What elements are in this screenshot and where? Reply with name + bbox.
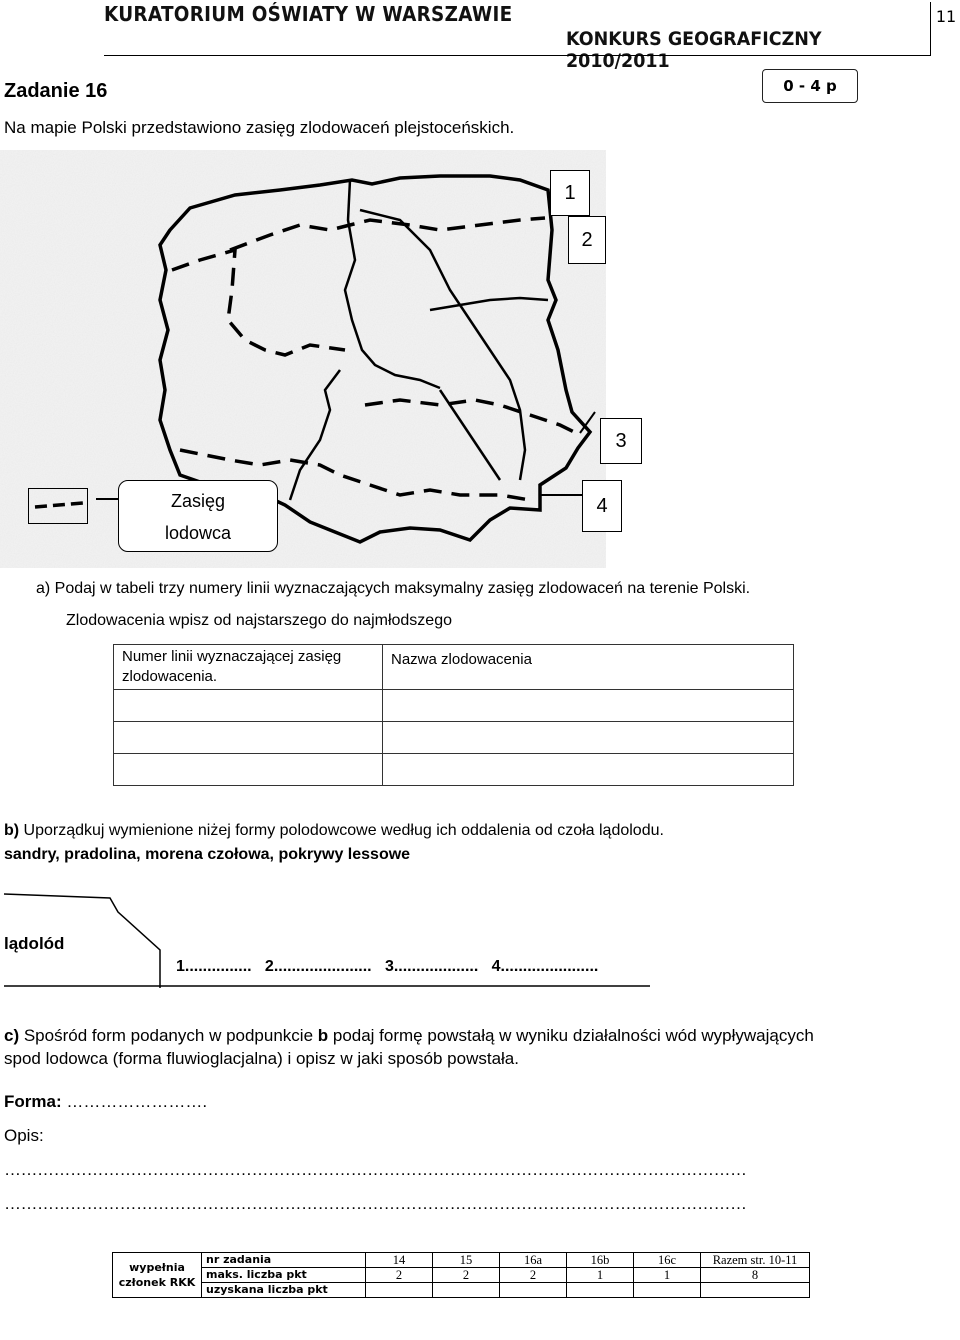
part-c-label: c): [4, 1026, 20, 1045]
task-title: Zadanie 16: [4, 80, 108, 102]
answer-cell[interactable]: [114, 690, 383, 722]
part-a-instruction-2: Zlodowacenia wpisz od najstarszego do najmłodszego: [66, 612, 452, 629]
part-c-text-2: podaj formę powstałą w wyniku działalności wód wypływających spod lodowca (forma fluwioglacjalna) i opisz w jaki sposób powstała.: [4, 1026, 814, 1068]
legend-text-1: Zasięg: [170, 491, 226, 511]
scored-cell[interactable]: [433, 1283, 500, 1298]
task-number: 15: [433, 1253, 500, 1268]
task-number: 16c: [634, 1253, 701, 1268]
col-header-line-number: Numer linii wyznaczającej zasięg zlodowacenia.: [114, 645, 383, 690]
opis-label: Opis:: [4, 1126, 44, 1145]
map-label-1: 1: [550, 170, 590, 216]
opis-answer-line[interactable]: ………………………………………………………………………………………………………………………: [4, 1194, 747, 1213]
answer-cell[interactable]: [383, 754, 794, 786]
ice-sheet-diagram: [0, 890, 960, 1000]
forma-dots[interactable]: …………………….: [61, 1092, 208, 1111]
max-points-total: 8: [701, 1268, 810, 1283]
part-c-ref: b: [317, 1026, 329, 1045]
task-number: 16b: [567, 1253, 634, 1268]
scored-cell[interactable]: [567, 1283, 634, 1298]
contest-name: KONKURS GEOGRAFICZNY 2010/2011: [566, 28, 822, 72]
legend-text-2: lodowca: [164, 523, 232, 543]
max-points: 2: [433, 1268, 500, 1283]
row-label-task: nr zadania: [202, 1253, 366, 1268]
answer-cell[interactable]: [383, 722, 794, 754]
task-number: 16a: [500, 1253, 567, 1268]
answer-table-a: [113, 644, 794, 786]
map-label-4: 4: [582, 480, 622, 532]
forma-field[interactable]: [4, 1092, 207, 1112]
task-intro: Na mapie Polski przedstawiono zasięg zlodowaceń plejstoceńskich.: [4, 118, 515, 137]
institution-name: KURATORIUM OŚWIATY W WARSZAWIE: [104, 2, 513, 26]
answer-cell[interactable]: [114, 754, 383, 786]
header-divider: [104, 55, 930, 56]
page-number: 11: [930, 2, 960, 56]
max-points: 2: [366, 1268, 433, 1283]
part-b-forms-list: sandry, pradolina, morena czołowa, pokrywy lessowe: [4, 846, 411, 863]
scored-cell[interactable]: [634, 1283, 701, 1298]
max-points: 1: [567, 1268, 634, 1283]
scored-cell[interactable]: [500, 1283, 567, 1298]
poland-glaciation-map: [0, 150, 606, 568]
max-points: 2: [500, 1268, 567, 1283]
ice-sheet-label: lądolód: [4, 934, 65, 953]
points-box: 0 - 4 p: [762, 69, 858, 103]
task-number: 14: [366, 1253, 433, 1268]
col-header-glaciation-name: Nazwa zlodowacenia: [383, 645, 794, 690]
forma-label: Forma:: [4, 1092, 62, 1111]
row-label-max: maks. liczba pkt: [202, 1268, 366, 1283]
map-label-2: 2: [568, 216, 606, 264]
part-b-text: Uporządkuj wymienione niżej formy polodowcowe według ich oddalenia od czoła lądolodu.: [19, 822, 664, 839]
scored-cell[interactable]: [366, 1283, 433, 1298]
row-label-scored: uzyskana liczba pkt: [202, 1283, 366, 1298]
scored-cell[interactable]: [701, 1283, 810, 1298]
legend-connector: [96, 498, 118, 500]
opis-answer-line[interactable]: ………………………………………………………………………………………………………………………: [4, 1160, 747, 1179]
total-label: Razem str. 10-11: [701, 1253, 810, 1268]
answer-cell[interactable]: [383, 690, 794, 722]
part-b-instruction: [4, 822, 664, 840]
legend-dashed-symbol: [28, 488, 88, 524]
map-label-3: 3: [600, 418, 642, 464]
part-c-text-1: Spośród form podanych w podpunkcie: [19, 1026, 318, 1045]
score-table: [112, 1252, 810, 1298]
max-points: 1: [634, 1268, 701, 1283]
ordering-answer-line[interactable]: 1............... 2...................... 3................... 4......................: [176, 958, 599, 975]
answer-cell[interactable]: [114, 722, 383, 754]
filler-label: wypełnia członek RKK: [113, 1253, 202, 1298]
legend-box: [118, 480, 278, 552]
part-a-instruction: a) Podaj w tabeli trzy numery linii wyznaczających maksymalny zasięg zlodowaceń na terenie Polski.: [36, 580, 751, 597]
part-b-label: b): [4, 822, 20, 839]
part-c-instruction: [4, 1024, 824, 1070]
